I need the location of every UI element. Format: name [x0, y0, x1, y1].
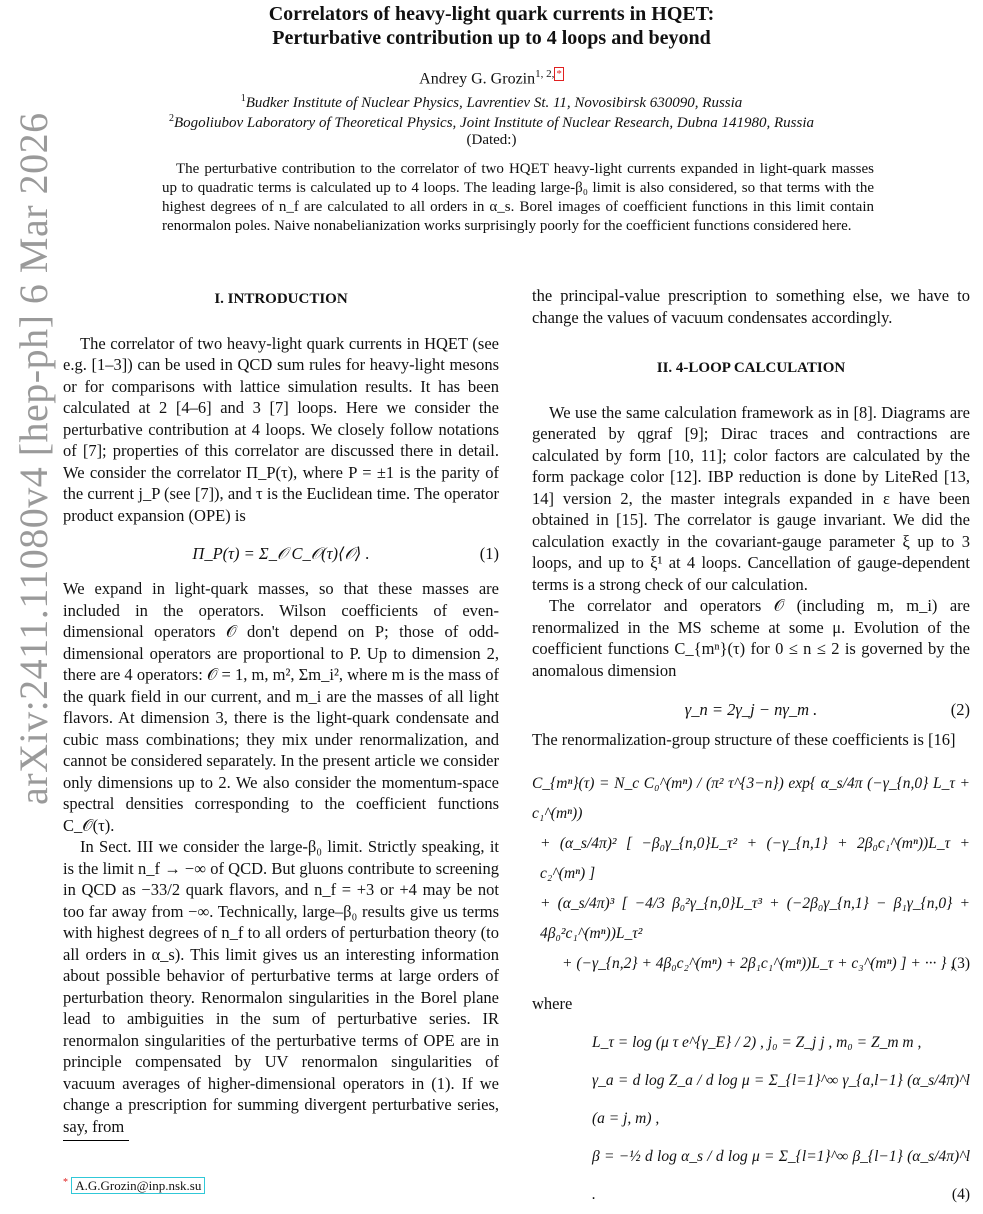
equation-3-line-2: + (α_s/4π)² [ −β₀γ_{n,0}L_τ² + (−γ_{n,1} + 2β₀c₁^(mⁿ))L_τ + c₂^(mⁿ) ] [540, 834, 970, 882]
equation-3 [532, 769, 970, 979]
intro-paragraph-2: We expand in light-quark masses, so that these masses are included in the operators. Wilson coefficients of even-dimensional operators 𝒪 don't depend on P; those of odd-dimensional operators are proportional to P. Up to dimension 2, there are 4 operators: 𝒪 = 1, m, m², Σm_i², where m is the mass of the quark field in our current, and m_i are the masses of all light flavors. At dimension 3, there is the light-quark condensate and cubic mass combinations; they mix under renormalization, and cannot be considered separately. In the present article we consider only dimensions up to 2. We also consider the momentum-space spectral densities corresponding to the coefficient functions C_𝒪(τ). [63, 579, 499, 835]
footnote-rule [63, 1140, 129, 1141]
section-1-heading: I. INTRODUCTION [214, 291, 348, 307]
title-line-1: Correlators of heavy-light quark currents in HQET: [268, 3, 715, 25]
abstract: The perturbative contribution to the correlator of two HQET heavy-light currents expanded in light-quark masses up to quadratic terms is calculated up to 4 loops. The leading large-β₀ limit is also considered, so that terms with the highest degrees of n_f are calculated to all orders in α_s. Borel images of coefficient functions in this limit contain renormalon poles. Naive nonabelianization works surprisingly poorly for the coefficient functions considered here. [162, 161, 874, 234]
author-name: Andrey G. Grozin [419, 70, 536, 88]
left-column [63, 285, 499, 1137]
calc-paragraph-2: The correlator and operators 𝒪 (including m, m_i) are renormalized in the MS scheme at some μ. Evolution of the coefficient functions C_{mⁿ}(τ) for 0 ≤ n ≤ 2 is governed by the anomalous dimension [532, 596, 970, 680]
footnote [63, 1177, 205, 1194]
intro-continuation: the principal-value prescription to something else, we have to change the values of vacuum condensates accordingly. [532, 286, 970, 327]
equation-4-line-1: L_τ = log (μ τ e^{γ_E} / 2) , j₀ = Z_j j , m₀ = Z_m m , [592, 1034, 922, 1051]
affiliation-2: $^2$Bogoliubov Laboratory of Theoretical Physics, Joint Institute of Nuclear Research, Dubna 141980, Russia [168, 113, 815, 131]
arxiv-identifier: arXiv:2411.11080v4 [hep-ph] 6 Mar 2026 [11, 112, 56, 805]
title-line-2: Perturbative contribution up to 4 loops and beyond [272, 27, 711, 49]
equation-1: Π_P(τ) = Σ_𝒪 C_𝒪(τ)⟨𝒪⟩ . (1) [63, 536, 499, 572]
author-affiliation-marks: 1, 2, [535, 68, 555, 80]
section-2-heading: II. 4-LOOP CALCULATION [656, 360, 846, 376]
equation-3-line-4: + (−γ_{n,2} + 4β₀c₂^(mⁿ) + 2β₁c₁^(mⁿ))L_τ + c₃^(mⁿ) ] + ··· } , (3) [532, 949, 970, 979]
footnote-mark: * [63, 1177, 68, 1188]
footnote-link[interactable]: * [556, 68, 562, 80]
equation-4-line-3: β = −½ d log α_s / d log μ = Σ_{l=1}^∞ β_{l−1} (α_s/4π)^l . (4) [592, 1138, 970, 1214]
equation-3-line-3: + (α_s/4π)³ [ −4/3 β₀²γ_{n,0}L_τ³ + (−2β₀γ_{n,1} − β₁γ_{n,0} + 4β₀²c₁^(mⁿ))L_τ² [540, 894, 970, 942]
dated: (Dated:) [466, 132, 517, 148]
equation-2: γ_n = 2γ_j − nγ_m . (2) [532, 695, 970, 725]
where-label: where [532, 993, 573, 1013]
equation-1-number: (1) [479, 544, 499, 563]
paper-title [0, 2, 983, 50]
equation-4-number: (4) [951, 1186, 970, 1203]
calc-paragraph-3: The renormalization-group structure of these coefficients is [16] [532, 730, 956, 749]
calc-paragraph-1: We use the same calculation framework as in [8]. Diagrams are generated by qgraf [9]; Dirac traces and contractions are calculated by form [10, 11]; color factors are calculated by the form package color [12]. IBP reduction is done by LiteRed [13, 14] version 2, the master integrals expanded in ε have been obtained in [15]. The correlator is gauge invariant. We did the calculation exactly in the covariant-gauge parameter ξ up to 3 loops, and up to ξ¹ at 4 loops. Cancellation of gauge-dependent terms is a strong check of our calculation. [532, 402, 970, 594]
equation-2-number: (2) [950, 700, 970, 719]
right-column [532, 285, 970, 1214]
intro-paragraph-3: In Sect. III we consider the large-β₀ limit. Strictly speaking, it is the limit n_f → −∞ of QCD. But gluons contribute to screening in QCD as −33/2 quark flavors, and n_f = +3 or +4 may be not too far away from −∞. Technically, large–β₀ results give us terms with highest degrees of n_f to all orders of perturbation theory (to all orders in α_s). This limit gives us an interesting information about possible behavior of perturbative terms at large orders of perturbation theory. Renormalon singularities in the Borel plane lead to ambiguities in the sum of perturbative series. IR renormalon singularities of the perturbative terms of OPE are in principle compensated by UV renormalon singularities of vacuum averages of higher-dimensional operators in (1). If we change a prescription for summing divergent perturbative series, say, from [63, 837, 499, 1136]
author-email-link[interactable]: A.G.Grozin@inp.nsk.su [71, 1177, 205, 1194]
equation-4-line-2: γ_a = d log Z_a / d log μ = Σ_{l=1}^∞ γ_{a,l−1} (α_s/4π)^l (a = j, m) , [592, 1072, 970, 1127]
affiliation-1: $^1$Budker Institute of Nuclear Physics, Lavrentiev St. 11, Novosibirsk 630090, Russia [240, 93, 743, 111]
intro-paragraph-1: The correlator of two heavy-light quark currents in HQET (see e.g. [1–3]) can be used in QCD sum rules for heavy-light mesons or for comparisons with lattice simulation results. It has been calculated at 2 [4–6] and 3 [7] loops. Here we consider the perturbative contribution at 4 loops. We closely follow notations of [7]; properties of this correlator are discussed there in detail. We consider the correlator Π_P(τ), where P = ±1 is the parity of the current j_P (see [7]), and τ is the Euclidean time. The operator product expansion (OPE) is [63, 333, 499, 525]
equation-3-number: (3) [951, 954, 970, 972]
author-line [0, 68, 983, 88]
equation-3-line-1: C_{mⁿ}(τ) = N_c C₀^(mⁿ) / (π² τ^{3−n}) exp{ α_s/4π (−γ_{n,0} L_τ + c₁^(mⁿ)) [532, 774, 970, 822]
equation-4 [532, 1024, 970, 1214]
